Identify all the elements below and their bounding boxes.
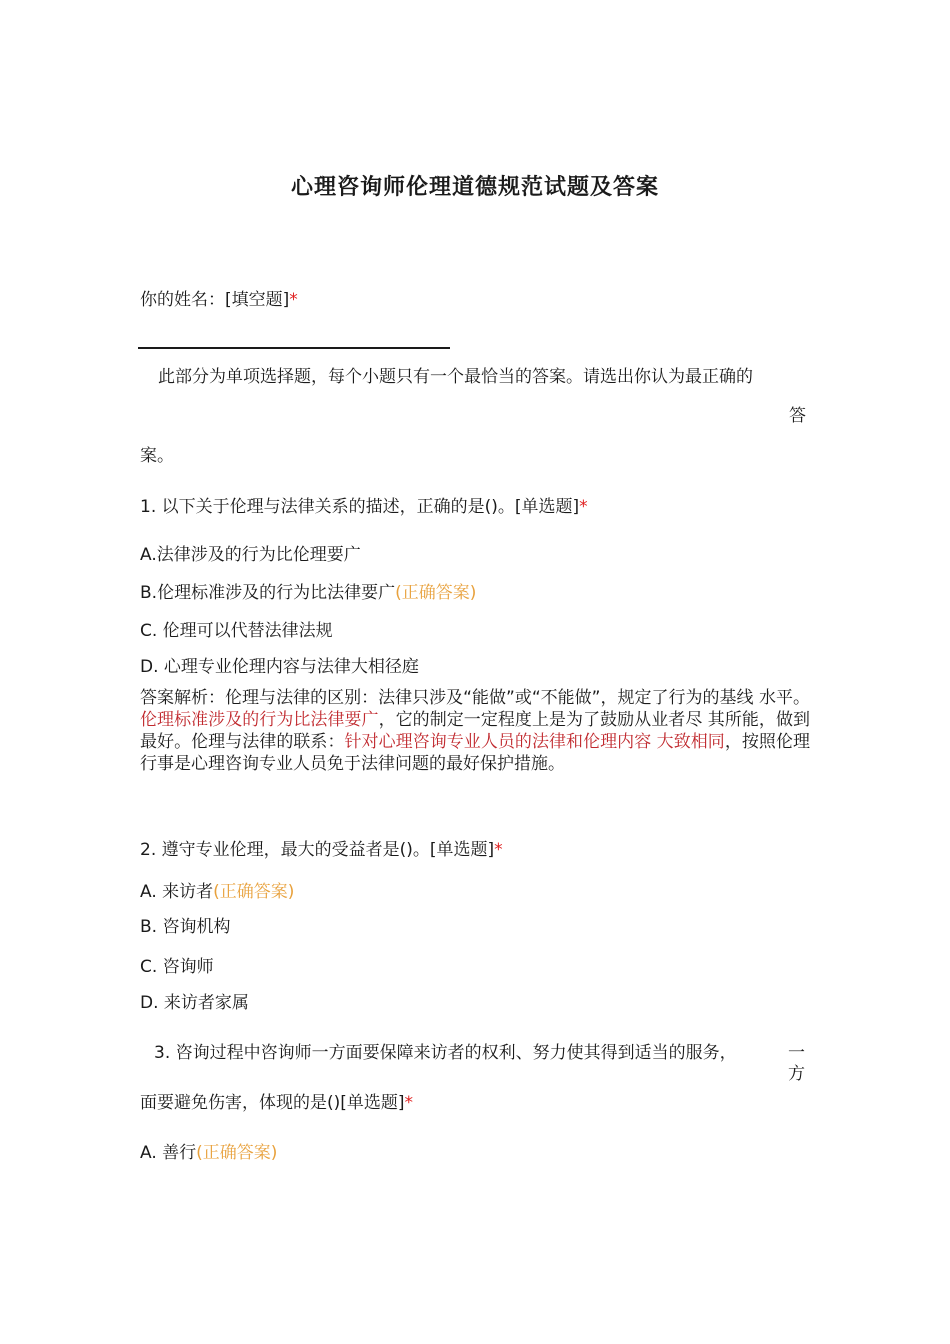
question-3-stem-line1: 3. 咨询过程中咨询师一方面要保障来访者的权利、努力使其得到适当的服务，: [154, 1043, 737, 1063]
question-1-option-d[interactable]: D. 心理专业伦理内容与法律大相径庭: [140, 657, 419, 677]
instructions-line1-tail: 答: [789, 406, 806, 426]
question-3-option-a-row[interactable]: [140, 1141, 277, 1165]
analysis-highlight: 针对心理咨询专业人员的法律和伦理内容 大致相同: [344, 732, 725, 752]
name-field-label-row: [140, 288, 298, 312]
question-1-stem: 1. 以下关于伦理与法律关系的描述，正确的是()。[单选题]: [140, 497, 580, 517]
required-mark: *: [404, 1093, 414, 1113]
instructions-line1: 此部分为单项选择题，每个小题只有一个最恰当的答案。请选出你认为最正确的: [158, 367, 753, 387]
required-mark: *: [494, 840, 503, 860]
correct-answer-marker: (正确答案): [395, 583, 477, 603]
question-2-stem-row: [140, 838, 503, 862]
instructions-line2: 案。: [140, 446, 174, 466]
question-3-stem-line2: 面要避免伤害，体现的是()[单选题]: [140, 1093, 405, 1113]
question-2-option-a: A. 来访者: [140, 882, 214, 902]
question-3-stem-tail1: 一: [788, 1043, 805, 1063]
question-2-option-a-row[interactable]: [140, 880, 294, 904]
question-2-option-d[interactable]: D. 来访者家属: [140, 993, 249, 1013]
analysis-text: ，它的制定一定程度上是为了鼓励从业者尽 其所能，做到最好。伦理与法律的联系：: [140, 710, 811, 752]
page-title: 心理咨询师伦理道德规范试题及答案: [290, 175, 659, 200]
question-1-option-a[interactable]: A.法律涉及的行为比伦理要广: [140, 545, 361, 565]
analysis-text: ，按照伦理行事是心理咨询专业人员免于法律问题的最好保护措施。: [140, 732, 811, 774]
required-mark: *: [579, 497, 588, 517]
name-field-label: 你的姓名：[填空题]: [140, 290, 290, 310]
question-1-option-b-row[interactable]: [140, 581, 476, 605]
question-3-option-a: A. 善行: [140, 1143, 197, 1163]
question-2-option-c[interactable]: C. 咨询师: [140, 957, 214, 977]
question-1-option-c[interactable]: C. 伦理可以代替法律法规: [140, 621, 333, 641]
question-3-stem-tail2: 方: [788, 1064, 805, 1084]
correct-answer-marker: (正确答案): [213, 882, 295, 902]
analysis-highlight: 伦理标准涉及的行为比法律要广: [140, 710, 379, 730]
question-1-stem-row: [140, 495, 588, 519]
required-mark: *: [289, 290, 298, 310]
correct-answer-marker: (正确答案): [196, 1143, 278, 1163]
name-input-line[interactable]: [138, 347, 450, 349]
question-2-stem: 2. 遵守专业伦理，最大的受益者是()。[单选题]: [140, 840, 495, 860]
question-3-stem-row: [140, 1091, 413, 1115]
question-1-analysis: [140, 687, 810, 775]
question-1-option-b: B.伦理标准涉及的行为比法律要广: [140, 583, 396, 603]
analysis-text: 答案解析：伦理与法律的区别：法律只涉及“能做”或“不能做”，规定了行为的基线 水平。: [140, 688, 810, 708]
question-2-option-b[interactable]: B. 咨询机构: [140, 917, 231, 937]
